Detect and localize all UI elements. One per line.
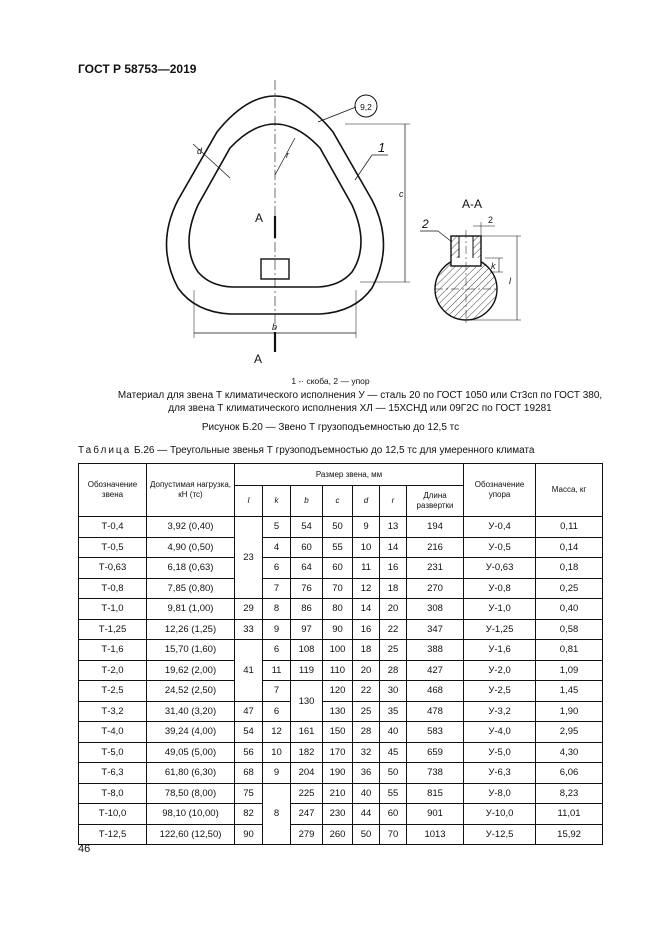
cell-mass: 0,40 xyxy=(536,599,603,620)
cell-load: 98,10 (10,00) xyxy=(147,804,235,825)
cell-length: 901 xyxy=(407,804,464,825)
cell-stop: У-3,2 xyxy=(464,701,536,722)
cell-stop: У-6,3 xyxy=(464,763,536,784)
cell-c: 260 xyxy=(323,824,353,845)
cell-d: 10 xyxy=(353,537,380,558)
table-row xyxy=(79,722,603,743)
cell-b: 64 xyxy=(291,558,323,579)
cell-mass: 0,81 xyxy=(536,640,603,661)
cell-d: 14 xyxy=(353,599,380,620)
cell-name: Т-5,0 xyxy=(79,742,147,763)
cell-l: 29 xyxy=(235,599,263,620)
cell-r: 35 xyxy=(380,701,407,722)
cell-load: 7,85 (0,80) xyxy=(147,578,235,599)
cell-c: 230 xyxy=(323,804,353,825)
cell-stop: У-1,25 xyxy=(464,619,536,640)
cell-length: 478 xyxy=(407,701,464,722)
cell-stop: У-0,63 xyxy=(464,558,536,579)
cell-d: 32 xyxy=(353,742,380,763)
cell-k: 4 xyxy=(263,537,291,558)
cell-name: Т-1,0 xyxy=(79,599,147,620)
cell-d: 28 xyxy=(353,722,380,743)
material-line-2: для звена Т климатического исполнения ХЛ — 15ХСНД или 09Г2С по ГОСТ 19281 xyxy=(168,403,552,414)
cell-c: 70 xyxy=(323,578,353,599)
table-row xyxy=(79,660,603,681)
cell-name: Т-0,63 xyxy=(79,558,147,579)
cell-d: 22 xyxy=(353,681,380,702)
cell-length: 347 xyxy=(407,619,464,640)
figure-caption: Рисунок Б.20 — Звено Т грузоподъемностью до 12,5 тс xyxy=(201,422,460,433)
cell-r: 13 xyxy=(380,517,407,538)
cell-name: Т-2,0 xyxy=(79,660,147,681)
cell-l: 56 xyxy=(235,742,263,763)
cell-name: Т-0,4 xyxy=(79,517,147,538)
callout-value: 9,2 xyxy=(360,102,372,112)
dim-line-r xyxy=(275,138,295,175)
cell-mass: 2,95 xyxy=(536,722,603,743)
cell-r: 28 xyxy=(380,660,407,681)
cell-r: 16 xyxy=(380,558,407,579)
cell-d: 12 xyxy=(353,578,380,599)
cell-mass: 0,18 xyxy=(536,558,603,579)
cell-k: 8 xyxy=(263,783,291,845)
dim-label-2: 2 xyxy=(488,215,494,225)
cell-c: 130 xyxy=(323,701,353,722)
cell-load: 31,40 (3,20) xyxy=(147,701,235,722)
cell-d: 9 xyxy=(353,517,380,538)
cell-c: 90 xyxy=(323,619,353,640)
cell-c: 170 xyxy=(323,742,353,763)
table-row xyxy=(79,599,603,620)
cell-stop: У-12,5 xyxy=(464,824,536,845)
cell-load: 122,60 (12,50) xyxy=(147,824,235,845)
header-c: c xyxy=(323,486,353,517)
cell-mass: 0,11 xyxy=(536,517,603,538)
table-row xyxy=(79,824,603,845)
cell-r: 18 xyxy=(380,578,407,599)
cell-length: 427 xyxy=(407,660,464,681)
cell-mass: 4,30 xyxy=(536,742,603,763)
dim-label-c: c xyxy=(399,189,404,199)
table-row xyxy=(79,619,603,640)
cell-k: 9 xyxy=(263,619,291,640)
cell-c: 55 xyxy=(323,537,353,558)
header-d: d xyxy=(353,486,380,517)
document-header: ГОСТ Р 58753—2019 xyxy=(78,62,197,76)
cell-load: 61,80 (6,30) xyxy=(147,763,235,784)
cell-length: 388 xyxy=(407,640,464,661)
header-size-group: Размер звена, мм xyxy=(235,464,464,486)
material-line-1: Материал для звена Т климатического исполнения У — сталь 20 по ГОСТ 1050 или Ст3сп по ГОСТ 380, xyxy=(117,390,603,401)
cell-load: 15,70 (1,60) xyxy=(147,640,235,661)
cell-mass: 15,92 xyxy=(536,824,603,845)
cell-load: 6,18 (0,63) xyxy=(147,558,235,579)
dim-label-d: d xyxy=(197,146,203,156)
table-row xyxy=(79,578,603,599)
cell-load: 19,62 (2,00) xyxy=(147,660,235,681)
cell-b: 182 xyxy=(291,742,323,763)
header-designation: Обозначение звена xyxy=(79,464,147,517)
cell-l: 41 xyxy=(235,640,263,702)
cell-k: 5 xyxy=(263,517,291,538)
cell-c: 210 xyxy=(323,783,353,804)
cell-d: 36 xyxy=(353,763,380,784)
material-note xyxy=(100,389,620,415)
cell-l: 68 xyxy=(235,763,263,784)
cell-r: 50 xyxy=(380,763,407,784)
cell-name: Т-0,8 xyxy=(79,578,147,599)
cell-b: 247 xyxy=(291,804,323,825)
cell-k: 7 xyxy=(263,578,291,599)
cell-stop: У-1,6 xyxy=(464,640,536,661)
header-l: l xyxy=(235,486,263,517)
header-b: b xyxy=(291,486,323,517)
cell-k: 6 xyxy=(263,701,291,722)
cell-length: 583 xyxy=(407,722,464,743)
cell-mass: 1,90 xyxy=(536,701,603,722)
label-2: 2 xyxy=(422,217,429,231)
cell-k: 9 xyxy=(263,763,291,784)
cell-stop: У-8,0 xyxy=(464,783,536,804)
links-table xyxy=(78,463,603,845)
cell-name: Т-12,5 xyxy=(79,824,147,845)
cell-length: 738 xyxy=(407,763,464,784)
header-load: Допустимая нагрузка, кН (тс) xyxy=(147,464,235,517)
cell-c: 150 xyxy=(323,722,353,743)
cell-stop: У-0,4 xyxy=(464,517,536,538)
cell-b: 204 xyxy=(291,763,323,784)
cell-length: 216 xyxy=(407,537,464,558)
table-title xyxy=(78,445,534,456)
cell-name: Т-1,6 xyxy=(79,640,147,661)
cell-stop: У-5,0 xyxy=(464,742,536,763)
cell-l: 33 xyxy=(235,619,263,640)
cell-k: 6 xyxy=(263,640,291,661)
cell-length: 194 xyxy=(407,517,464,538)
figure-legend: 1 -· скоба, 2 — упор xyxy=(291,376,370,386)
cell-name: Т-2,5 xyxy=(79,681,147,702)
dim-label-k: k xyxy=(491,261,496,271)
leader-callout xyxy=(318,107,356,122)
cell-c: 80 xyxy=(323,599,353,620)
cell-name: Т-6,3 xyxy=(79,763,147,784)
cell-mass: 11,01 xyxy=(536,804,603,825)
cell-load: 39,24 (4,00) xyxy=(147,722,235,743)
header-mass: Масса, кг xyxy=(536,464,603,517)
cell-mass: 1,09 xyxy=(536,660,603,681)
cell-load: 3,92 (0,40) xyxy=(147,517,235,538)
cell-c: 120 xyxy=(323,681,353,702)
dim-label-r: r xyxy=(286,150,289,160)
cell-d: 20 xyxy=(353,660,380,681)
cell-length: 231 xyxy=(407,558,464,579)
table-row xyxy=(79,763,603,784)
cell-mass: 1,45 xyxy=(536,681,603,702)
section-mark-bottom: A xyxy=(254,352,263,366)
cell-stop: У-2,5 xyxy=(464,681,536,702)
cell-d: 11 xyxy=(353,558,380,579)
cell-c: 50 xyxy=(323,517,353,538)
header-stop: Обозначение упора xyxy=(464,464,536,517)
cell-length: 815 xyxy=(407,783,464,804)
triangular-link-view xyxy=(167,80,411,352)
cell-b: 279 xyxy=(291,824,323,845)
cell-r: 60 xyxy=(380,804,407,825)
section-view xyxy=(420,222,521,325)
cell-l: 75 xyxy=(235,783,263,804)
cell-mass: 0,25 xyxy=(536,578,603,599)
cell-c: 60 xyxy=(323,558,353,579)
cell-mass: 0,58 xyxy=(536,619,603,640)
header-k: k xyxy=(263,486,291,517)
cell-b: 108 xyxy=(291,640,323,661)
cell-stop: У-1,0 xyxy=(464,599,536,620)
cell-b: 76 xyxy=(291,578,323,599)
cell-stop: У-4,0 xyxy=(464,722,536,743)
table-row xyxy=(79,742,603,763)
cell-mass: 8,23 xyxy=(536,783,603,804)
cell-b: 161 xyxy=(291,722,323,743)
cell-length: 308 xyxy=(407,599,464,620)
cell-load: 9,81 (1,00) xyxy=(147,599,235,620)
cell-b: 60 xyxy=(291,537,323,558)
cell-stop: У-10,0 xyxy=(464,804,536,825)
cell-d: 40 xyxy=(353,783,380,804)
header-unfold-length: Длина развертки xyxy=(407,486,464,517)
table-row xyxy=(79,783,603,804)
table-row xyxy=(79,640,603,661)
cell-c: 110 xyxy=(323,660,353,681)
dim-label-b: b xyxy=(272,322,278,332)
cell-b: 225 xyxy=(291,783,323,804)
cell-b: 130 xyxy=(291,681,323,722)
cell-d: 16 xyxy=(353,619,380,640)
cell-name: Т-1,25 xyxy=(79,619,147,640)
cell-r: 70 xyxy=(380,824,407,845)
cell-l: 54 xyxy=(235,722,263,743)
page-number: 46 xyxy=(78,843,91,855)
cell-k: 11 xyxy=(263,660,291,681)
cell-b: 97 xyxy=(291,619,323,640)
cell-b: 86 xyxy=(291,599,323,620)
section-mark-top: A xyxy=(255,211,264,225)
cell-d: 25 xyxy=(353,701,380,722)
cell-l: 47 xyxy=(235,701,263,722)
cell-k: 12 xyxy=(263,722,291,743)
cell-mass: 0,14 xyxy=(536,537,603,558)
dim-label-l: l xyxy=(509,276,511,286)
cell-b: 119 xyxy=(291,660,323,681)
cell-r: 22 xyxy=(380,619,407,640)
cell-r: 40 xyxy=(380,722,407,743)
cell-d: 18 xyxy=(353,640,380,661)
cell-r: 45 xyxy=(380,742,407,763)
cell-k: 6 xyxy=(263,558,291,579)
cell-b: 54 xyxy=(291,517,323,538)
leader-1 xyxy=(355,155,372,180)
cell-name: Т-3,2 xyxy=(79,701,147,722)
table-row xyxy=(79,537,603,558)
cell-d: 50 xyxy=(353,824,380,845)
cell-stop: У-0,5 xyxy=(464,537,536,558)
cell-k: 8 xyxy=(263,599,291,620)
cell-d: 44 xyxy=(353,804,380,825)
section-title: А-А xyxy=(461,197,483,211)
cell-k: 7 xyxy=(263,681,291,702)
cell-load: 24,52 (2,50) xyxy=(147,681,235,702)
cell-r: 25 xyxy=(380,640,407,661)
cell-r: 30 xyxy=(380,681,407,702)
header-r: r xyxy=(380,486,407,517)
cell-l: 90 xyxy=(235,824,263,845)
cell-stop: У-0,8 xyxy=(464,578,536,599)
table-row xyxy=(79,804,603,825)
cell-load: 4,90 (0,50) xyxy=(147,537,235,558)
cell-mass: 6,06 xyxy=(536,763,603,784)
cell-load: 12,26 (1,25) xyxy=(147,619,235,640)
cell-r: 14 xyxy=(380,537,407,558)
technical-drawing xyxy=(0,0,661,380)
cell-length: 468 xyxy=(407,681,464,702)
cell-length: 659 xyxy=(407,742,464,763)
cell-r: 55 xyxy=(380,783,407,804)
cell-c: 190 xyxy=(323,763,353,784)
cell-load: 78,50 (8,00) xyxy=(147,783,235,804)
cell-load: 49,05 (5,00) xyxy=(147,742,235,763)
table-row xyxy=(79,701,603,722)
cell-l: 82 xyxy=(235,804,263,825)
cell-stop: У-2,0 xyxy=(464,660,536,681)
cell-length: 1013 xyxy=(407,824,464,845)
cell-length: 270 xyxy=(407,578,464,599)
cell-name: Т-10,0 xyxy=(79,804,147,825)
label-1: 1 xyxy=(378,140,386,155)
table-title-prefix: Таблица xyxy=(78,445,132,456)
cell-l: 23 xyxy=(235,517,263,599)
cell-name: Т-0,5 xyxy=(79,537,147,558)
table-title-text: Б.26 — Треугольные звенья Т грузоподъемностью до 12,5 тс для умеренного климата xyxy=(131,445,535,456)
cell-name: Т-8,0 xyxy=(79,783,147,804)
cell-k: 10 xyxy=(263,742,291,763)
cell-c: 100 xyxy=(323,640,353,661)
table-row xyxy=(79,681,603,702)
cell-r: 20 xyxy=(380,599,407,620)
table-row xyxy=(79,558,603,579)
table-row xyxy=(79,517,603,538)
cell-name: Т-4,0 xyxy=(79,722,147,743)
